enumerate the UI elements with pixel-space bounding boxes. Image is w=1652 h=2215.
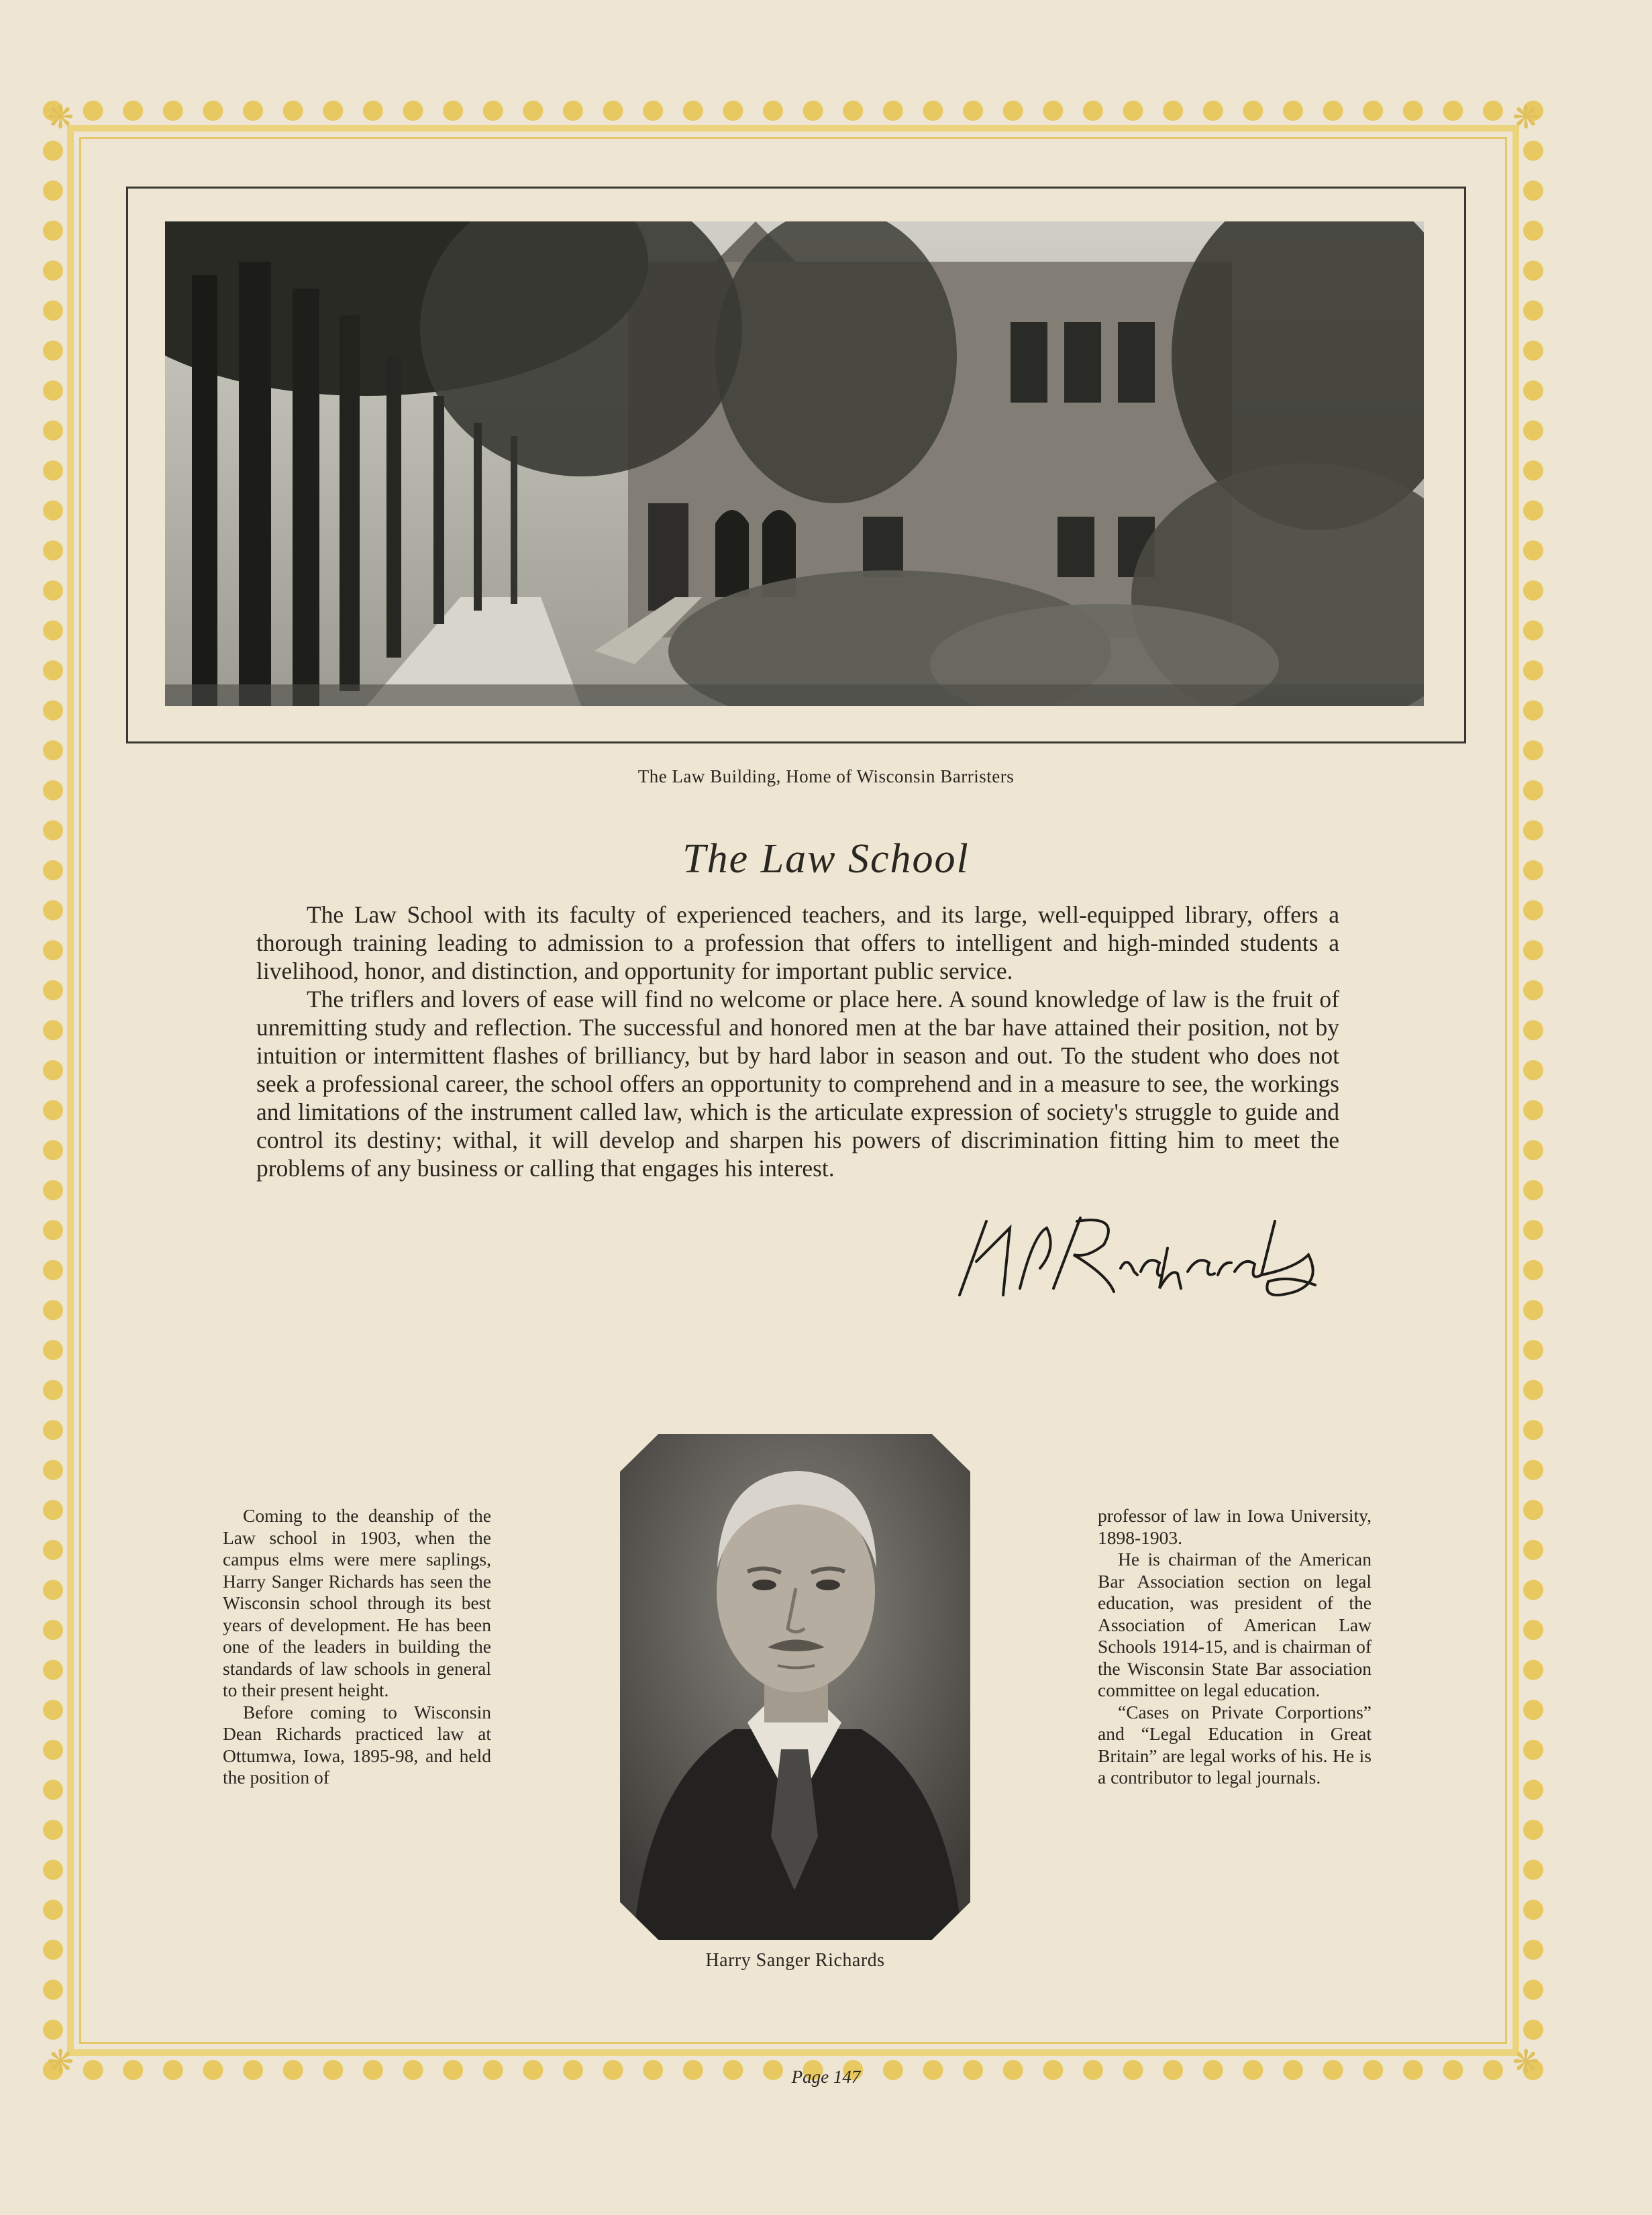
corner-ornament-icon: ❋ [1512, 100, 1540, 136]
portrait-caption: Harry Sanger Richards [705, 1950, 885, 1971]
biography-paragraph: He is chairman of the American Bar Association section on legal education, was president of the Association of American Law Schools 1914-15, and is chairman of the Wisconsin State Bar association committee on legal education. [1098, 1549, 1372, 1700]
article-title: The Law School [682, 836, 970, 882]
article-paragraph: The triflers and lovers of ease will find no welcome or place here. A sound knowledge of law is the fruit of unremitting study and reflection. The successful and honored men at the bar have attained their position, not by intuition or intermittent flashes of brilliancy, but by hard labor in season and out. To the student who does not seek a professional career, the school offers an opportunity to comprehend and in a measure to see, the workings and limitations of the instrument called law, which is the articulate expression of society's struggle to guide and control its destiny; withal, it will develop and sharpen his powers of discrimination fitting him to meet the problems of any business or calling that engages his interest. [256, 986, 1339, 1182]
biography-right-column [1098, 1505, 1372, 1789]
biography-paragraph: Coming to the deanship of the Law school in 1903, when the campus elms were mere saplings, Harry Sanger Richards has seen the Wisconsin school through its best years of development. He has been one of the leaders in building the standards of law schools in general to their present height. [223, 1505, 491, 1700]
corner-ornament-icon: ❋ [47, 2045, 74, 2080]
corner-ornament-icon: ❋ [1512, 2045, 1540, 2080]
law-building-photo [165, 221, 1424, 706]
biography-left-column [223, 1505, 491, 1789]
portrait-photo [620, 1434, 970, 1940]
corner-ornament-icon: ❋ [47, 100, 74, 136]
signature [946, 1208, 1329, 1308]
biography-paragraph: “Cases on Private Corportions” and “Legal Education in Great Britain” are legal works of his. He is a contributor to legal journals. [1098, 1701, 1372, 1788]
biography-paragraph: professor of law in Iowa University, 1898-1903. [1098, 1505, 1372, 1548]
article-paragraph: The Law School with its faculty of experienced teachers, and its large, well-equipped library, offers a thorough training leading to admission to a profession that offers to intelligent and high-minded students a livelihood, honor, and distinction, and opportunity for important public service. [256, 901, 1339, 984]
page-number: Page 147 [791, 2067, 861, 2087]
article-body [256, 900, 1339, 1182]
photo-caption: The Law Building, Home of Wisconsin Barristers [637, 766, 1015, 786]
biography-paragraph: Before coming to Wisconsin Dean Richards practiced law at Ottumwa, Iowa, 1895-98, and held the position of [223, 1701, 491, 1788]
